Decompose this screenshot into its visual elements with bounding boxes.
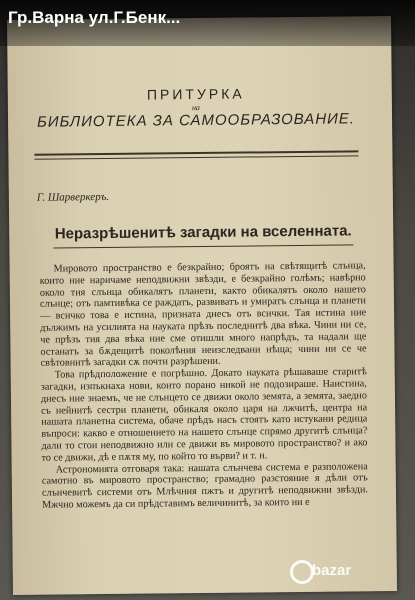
article-author: Г. Шарверкеръ.: [36, 190, 110, 204]
book-page: [7, 16, 397, 595]
watermark-logo: bazar: [312, 562, 352, 579]
page-header: [34, 82, 359, 155]
title-rule: [53, 244, 353, 248]
paragraph: Астрономията отговаря така: нашата слънчева система е разположена самотно въ мировото пространство; грамадно разстояние я дѣли отъ слънчевитѣ системи отъ Млѣчния пжтъ и другитѣ неподвижни звѣзди. Мжчно можемъ да си прѣдставимъ величинитѣ, за които ни е: [41, 460, 368, 511]
header-line-2: на: [191, 103, 200, 113]
bazar-logo-icon: [290, 560, 314, 584]
header-line-1: ПРИТУРКА: [146, 85, 245, 103]
article-body: [40, 260, 369, 511]
listing-title[interactable]: Гр.Варна ул.Г.Бенк...: [8, 8, 181, 27]
listing-overlay: [0, 0, 415, 46]
article-title: Неразрѣшенитѣ загадки на вселенната.: [54, 222, 352, 243]
paragraph: Мировото пространство е безкрайно; броятъ на свѣтящитѣ слънца, които ние наричаме неподвижни звѣзди, е безкрайно голѣмъ; навѣрно около тия слънца обикалятъ планети, както обикалятъ около нашето слънце; отъ памтивѣка се раждатъ, развиватъ и умиратъ слънца и планети — всичко това е истина, призната днесъ отъ всички. Тая истина ние дължимъ на усилията на науката прѣзъ последнитѣ два вѣка. Чини ни се, че прѣзъ тия два вѣка ние сме отишли много напрѣдъ, та надали ще останатъ за бѫдещитѣ поколѣния неизследвани нѣща; чини ни се че свѣтовнитѣ загадки сѫ почти разрѣшени.: [39, 260, 367, 370]
header-line-3: БИБЛИОТЕКА ЗА САМООБРАЗОВАНИЕ.: [37, 110, 356, 131]
header-rule-thin: [34, 155, 358, 159]
paragraph: Това прѣдположение е погрѣшно. Докато науката рѣшаваше старитѣ загадки, изпъкнаха нови, които порано никой не подозираше. Наистина, днесъ ние знаемъ, че не слънцето се движи около земята, а земята, заедно съ нейнитѣ сестри планети, обикаля около царя на лжчитѣ, центра на нашата планетна система, обаче прѣдъ насъ стоятъ като истукани редица въпроси: какво е отношението на нашето слънце спрямо другитѣ слънца? дали то стои неподвижно или се движи въ мировото пространство? и ако то се движи, дѣ е пѫтя му, по който то върви? и т. н.: [40, 366, 368, 464]
